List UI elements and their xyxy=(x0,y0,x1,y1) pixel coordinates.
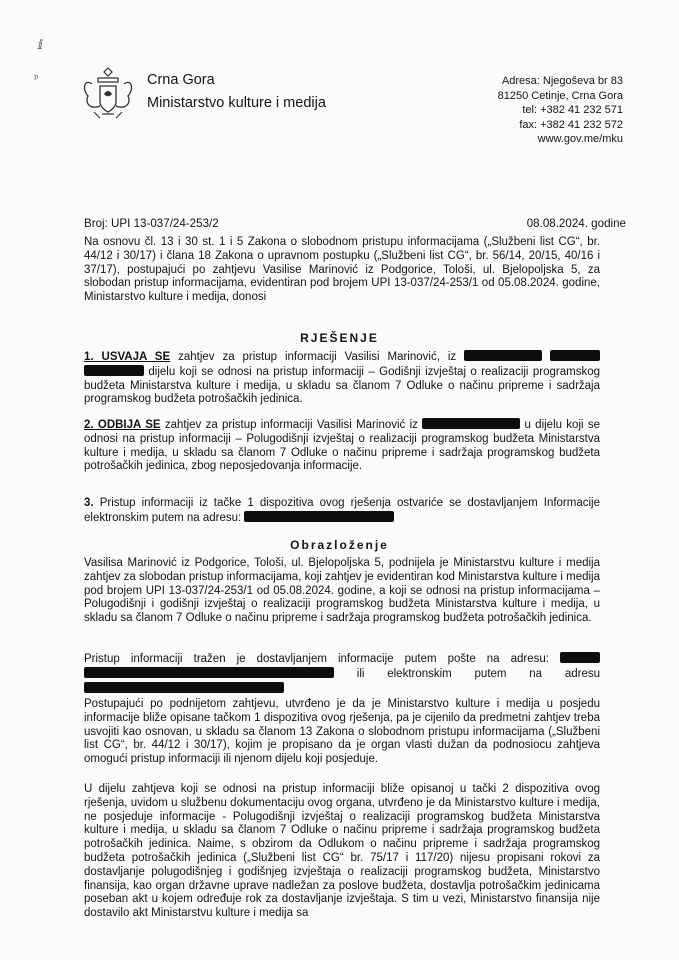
redaction-bar xyxy=(560,652,600,663)
document-date: 08.08.2024. godine xyxy=(526,217,626,230)
country-name: Crna Gora xyxy=(147,72,215,88)
address-line: fax: +382 41 232 572 xyxy=(519,118,623,131)
redaction-bar xyxy=(84,365,144,376)
reasoning-paragraph-2 xyxy=(84,652,600,696)
ministry-name: Ministarstvo kulture i medija xyxy=(147,95,326,111)
coat-of-arms-icon xyxy=(80,64,136,124)
reasoning-paragraph-3: Postupajući po podnijetom zahtjevu, utvrđeno je da je Ministarstvo kulture i medija u posjedu informacije bliže opisane tačkom 1 dispozitiva ovog rješenja, pa je cijenilo da predmetni zahtjev treba usvojiti kao osnovan, u skladu sa članom 13 Zakona o slobodnom pristupu informacijama („Službeni list CG“, br. 44/12 i 30/17), kojim je propisano da je organ vlasti dužan da podnosiocu zahtjeva omogući pristup informaciji ili njenom dijelu koji posjeduje. xyxy=(84,698,600,766)
redaction-bar xyxy=(422,418,520,429)
item-text: zahtjev za pristup informaciji Vasilisi Marinović iz xyxy=(164,419,418,431)
redaction-bar xyxy=(550,350,600,361)
address-line: www.gov.me/mku xyxy=(537,133,623,146)
address-line: tel: +382 41 232 571 xyxy=(522,104,623,117)
decision-item-3 xyxy=(84,497,600,526)
reasoning-paragraph-1: Vasilisa Marinović iz Podgorice, Tološi, ul. Bjelopoljska 5, podnijela je Ministarstvu kulture i medija zahtjev za slobodan pristup informacijama, koji zahtjev je evidentiran kod Ministarstva kulture i medija pod brojem UPI 13-037/24-253/1 od 05.08.2024. godine, a koji se odnosi na pristup informacijama – Polugodišnji i godišnji izvještaj o realizaciji programskog budžeta Ministarstva kulture i medija, u skladu sa članom 7 Odluke o načinu pripreme i sadržaja programskog budžeta potrošačkih jedinica. xyxy=(84,557,600,625)
address-line: 81250 Cetinje, Crna Gora xyxy=(497,89,623,102)
reference-number: Broj: UPI 13-037/24-253/2 xyxy=(84,217,219,230)
redaction-bar xyxy=(244,511,394,522)
decision-item-2 xyxy=(84,418,600,474)
item-label: 1. USVAJA SE xyxy=(84,351,171,363)
redaction-bar xyxy=(464,350,542,361)
item-text: u dijelu koji se odnosi na pristup informaciji – Polugodišnji izvještaj o realizaciji programskog budžeta Ministarstva kulture i medija, u skladu sa članom 7 Odluke o načinu pripreme i sadržaja programskog budžeta potrošačkih jedinica, zbog neposjedovanja informacije. xyxy=(84,419,600,473)
reasoning-title: Obrazloženje xyxy=(290,538,389,552)
intro-paragraph: Na osnovu čl. 13 i 30 st. 1 i 5 Zakona o slobodnom pristupu informacijama („Službeni list CG“, br. 44/12 i 30/17) i člana 18 Zakona o upravnom postupku („Službeni list CG“, br. 56/14, 20/15, 40/16 i 37/17), postupajući po zahtjevu Vasilise Marinović iz Podgorice, Tološi, ul. Bjelopoljska 5, za slobodan pristup informacijama, evidentiran pod brojem UPI 13-037/24-253/1 od 05.08.2024. godine, Ministarstvo kulture i medija, donosi xyxy=(84,236,600,304)
margin-mark: ᵖ xyxy=(34,72,39,85)
redaction-bar xyxy=(84,682,284,693)
address-line: Adresa: Njegoševa br 83 xyxy=(501,75,623,87)
item-text: zahtjev za pristup informaciji Vasilisi Marinović, iz xyxy=(178,351,457,363)
paragraph-text: ili elektronskim putem na adresu xyxy=(356,667,600,680)
margin-mark: ⅈ xyxy=(38,38,43,53)
redaction-bar xyxy=(84,667,334,678)
paragraph-text: Pristup informaciji tražen je dostavljanjem informacije putem pošte na adresu: xyxy=(84,653,549,665)
item-text: dijelu koji se odnosi na pristup informaciji – Godišnji izvještaj o realizaciji programskog budžeta Ministarstva kulture i medija, u skladu sa članom 7 Odluke o načinu pripreme i sadržaja programskog budžeta potrošačkih jedinica. xyxy=(84,365,600,406)
item-label: 2. ODBIJA SE xyxy=(84,419,161,431)
item-label: 3. xyxy=(84,497,94,509)
item-text: Pristup informaciji iz tačke 1 dispozitiva ovog rješenja ostvariće se dostavljanjem Informacije elektronskim putem na adresu: xyxy=(84,497,600,524)
decision-title: RJEŠENJE xyxy=(300,331,379,345)
ministry-heading xyxy=(147,69,326,115)
reasoning-paragraph-4: U dijelu zahtjeva koji se odnosi na pristup informaciji bliže opisanoj u tački 2 dispozitiva ovog rješenja, uvidom u službenu dokumentaciju ovog organa, utvrđeno je da Ministarstvo kulture i medija, ne posjeduje informacije - Polugodišnji izvještaj o realizaciji programskog budžeta Ministarstva kulture i medija, u skladu sa članom 7 Odluke o načinu pripreme i sadržaja programskog budžeta potrošačkih jedinica. Naime, s obzirom da Odlukom o načinu pripreme i sadržaja programskog budžeta potrošačkih jedinica („Službeni list CG“ br. 75/17 i 117/20) nijesu propisani rokovi za dostavljanje polugodišnjeg i godišnjeg izvještaja o realizaciji programskog budžeta, Ministarstvo finansija, kao organ državne uprave nadležan za poslove budžeta, dostavlja potrošačkim jedinicama poseban akt u kojem određuje rok za dostavljanje izvještaja. S tim u vezi, Ministarstvo finansija nije dostavilo akt Ministarstvu kulture i medija sa xyxy=(84,783,600,920)
address-block xyxy=(498,74,623,147)
decision-item-1 xyxy=(84,350,600,407)
